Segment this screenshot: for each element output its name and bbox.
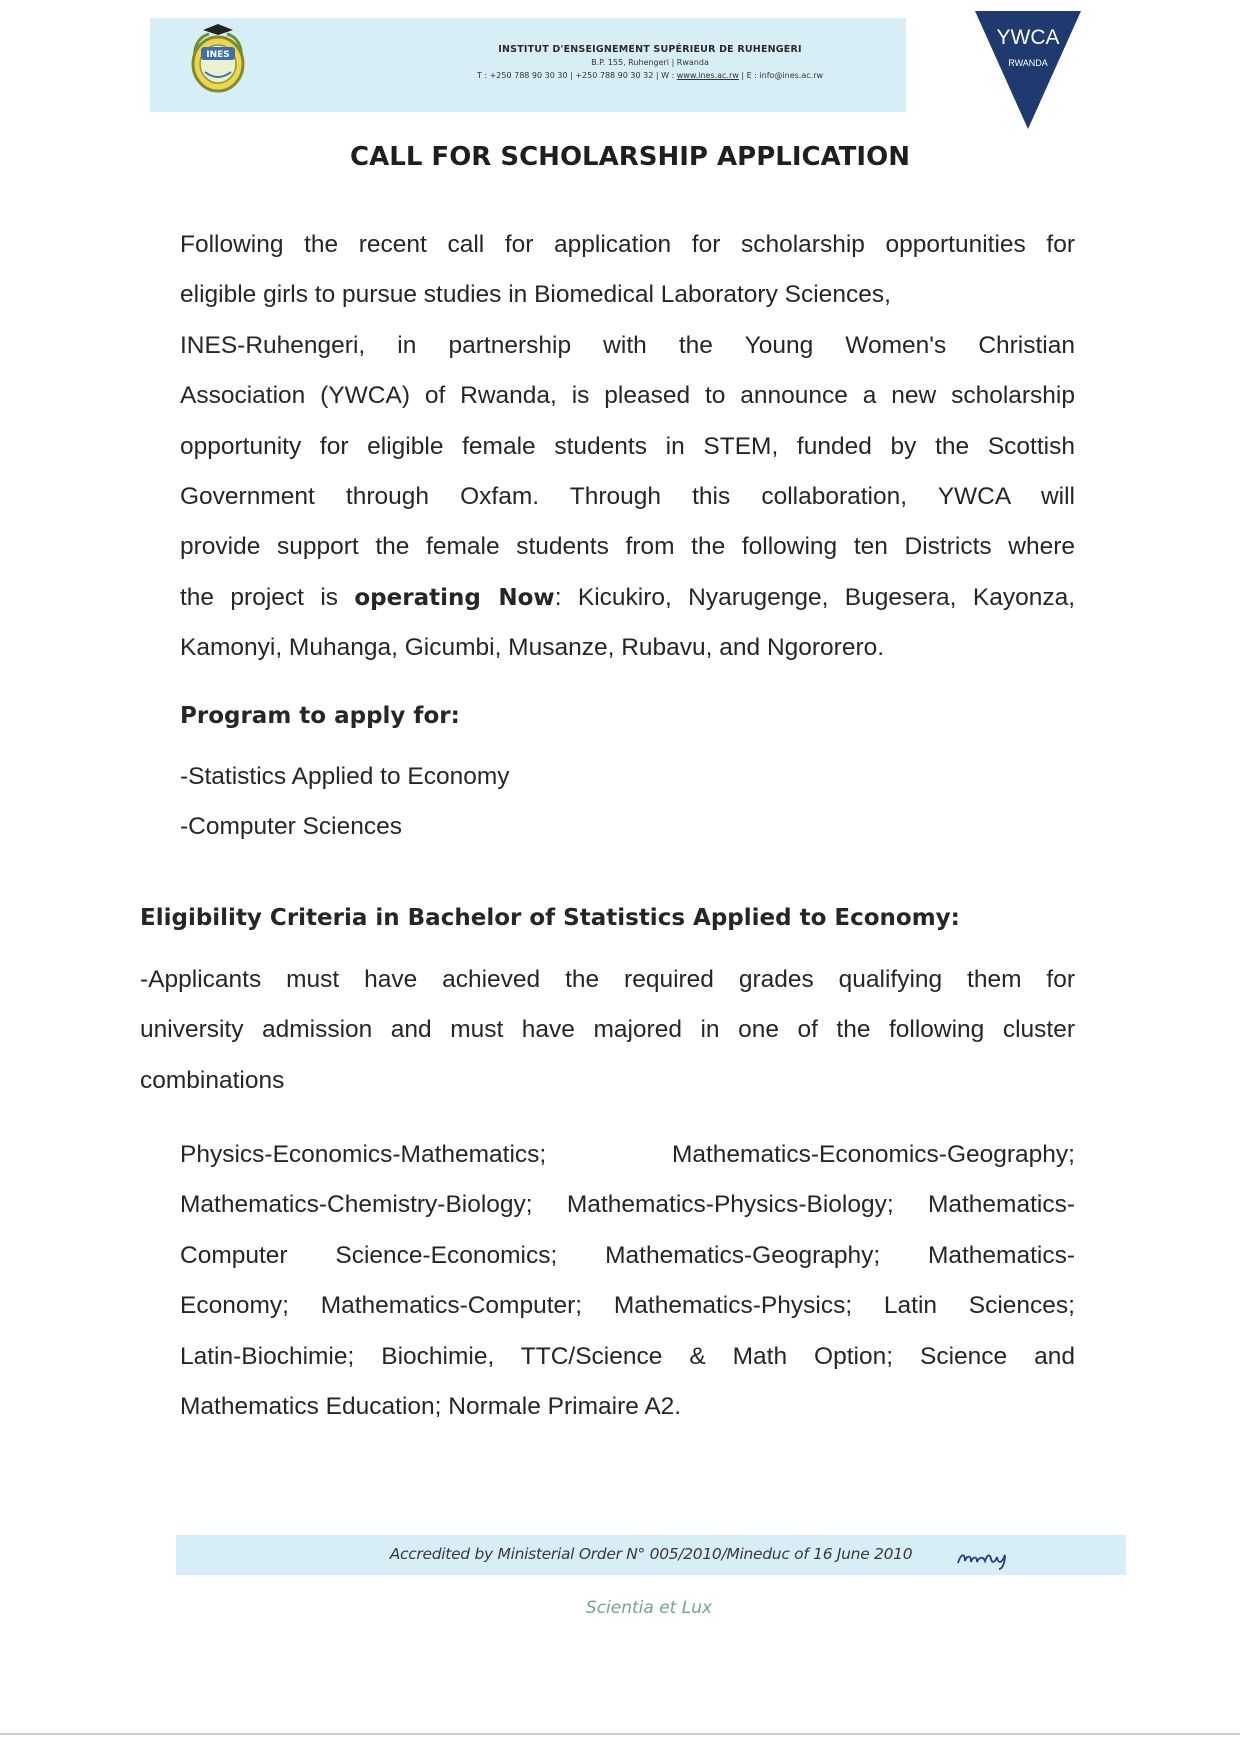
ines-logo bbox=[183, 20, 253, 95]
intro-line: Government through Oxfam. Through this collaboration, YWCA will bbox=[180, 482, 1075, 510]
combination-line: Economy; Mathematics-Computer; Mathematics-Physics; Latin Sciences; bbox=[180, 1292, 1075, 1320]
eligibility-line: -Applicants must have achieved the required grades qualifying them for bbox=[140, 966, 1075, 993]
combination-line: Mathematics-Chemistry-Biology; Mathematics-Physics-Biology; Mathematics- bbox=[180, 1191, 1075, 1219]
combination-line: Mathematics Education; Normale Primaire A2. bbox=[180, 1392, 682, 1420]
intro-line: INES-Ruhengeri, in partnership with the Young Women's Christian bbox=[180, 331, 1075, 359]
combination-line: Computer Science-Economics; Mathematics-Geography; Mathematics- bbox=[180, 1241, 1075, 1269]
website-link[interactable]: www.ines.ac.rw bbox=[676, 71, 739, 80]
handwritten-signature bbox=[955, 1547, 1011, 1571]
program-list bbox=[180, 752, 510, 853]
intro-line-districts bbox=[180, 573, 1075, 623]
contacts-prefix: T : +250 788 90 30 30 | +250 788 90 30 32 | W : bbox=[476, 71, 677, 80]
intro-line: provide support the female students from the following ten Districts where bbox=[180, 533, 1075, 561]
intro-line: opportunity for eligible female students in STEM, funded by the Scottish bbox=[180, 432, 1075, 460]
intro-paragraph bbox=[180, 220, 1075, 674]
ywca-logo bbox=[975, 11, 1081, 129]
intro-line-post: : Kicukiro, Nyarugenge, Bugesera, Kayonza, bbox=[554, 583, 1076, 611]
program-heading: Program to apply for: bbox=[180, 703, 460, 729]
intro-line: Association (YWCA) of Rwanda, is pleased to announce a new scholarship bbox=[180, 382, 1075, 410]
institution-address: B.P. 155, Ruhengeri | Rwanda bbox=[591, 58, 709, 67]
institution-name: INSTITUT D'ENSEIGNEMENT SUPÉRIEUR DE RUHENGERI bbox=[498, 44, 802, 55]
combination-list bbox=[180, 1130, 1075, 1432]
program-item: -Statistics Applied to Economy bbox=[180, 763, 510, 790]
eligibility-heading: Eligibility Criteria in Bachelor of Statistics Applied to Economy: bbox=[140, 905, 960, 931]
intro-line-pre: the project is bbox=[180, 583, 355, 611]
institution-contacts bbox=[380, 71, 920, 80]
eligibility-line: combinations bbox=[140, 1066, 285, 1094]
document-title: CALL FOR SCHOLARSHIP APPLICATION bbox=[350, 142, 910, 172]
program-item: -Computer Sciences bbox=[180, 813, 402, 841]
ines-logo-text: INES bbox=[206, 50, 230, 60]
bottom-rule bbox=[0, 1733, 1240, 1735]
intro-line: eligible girls to pursue studies in Biomedical Laboratory Sciences, bbox=[180, 281, 891, 309]
operating-now-emphasis: operating Now bbox=[354, 584, 555, 611]
eligibility-line: university admission and must have majored in one of the following cluster bbox=[140, 1016, 1075, 1044]
intro-line: Following the recent call for application for scholarship opportunities for bbox=[180, 231, 1075, 258]
combination-line: Physics-Economics-Mathematics; Mathematics-Economics-Geography; bbox=[180, 1141, 1075, 1168]
eligibility-text bbox=[140, 955, 1075, 1106]
contacts-suffix: | E : info@ines.ac.rw bbox=[738, 71, 824, 80]
accreditation-note: Accredited by Ministerial Order N° 005/2010/Mineduc of 16 June 2010 bbox=[389, 1545, 913, 1563]
institution-motto: Scientia et Lux bbox=[585, 1598, 713, 1618]
combination-line: Latin-Biochimie; Biochimie, TTC/Science & Math Option; Science and bbox=[180, 1342, 1075, 1370]
ywca-logo-name: YWCA bbox=[996, 26, 1060, 49]
intro-line: Kamonyi, Muhanga, Gicumbi, Musanze, Rubavu, and Ngororero. bbox=[180, 634, 885, 662]
institution-info bbox=[380, 44, 920, 80]
ywca-logo-country: RWANDA bbox=[1008, 58, 1048, 68]
